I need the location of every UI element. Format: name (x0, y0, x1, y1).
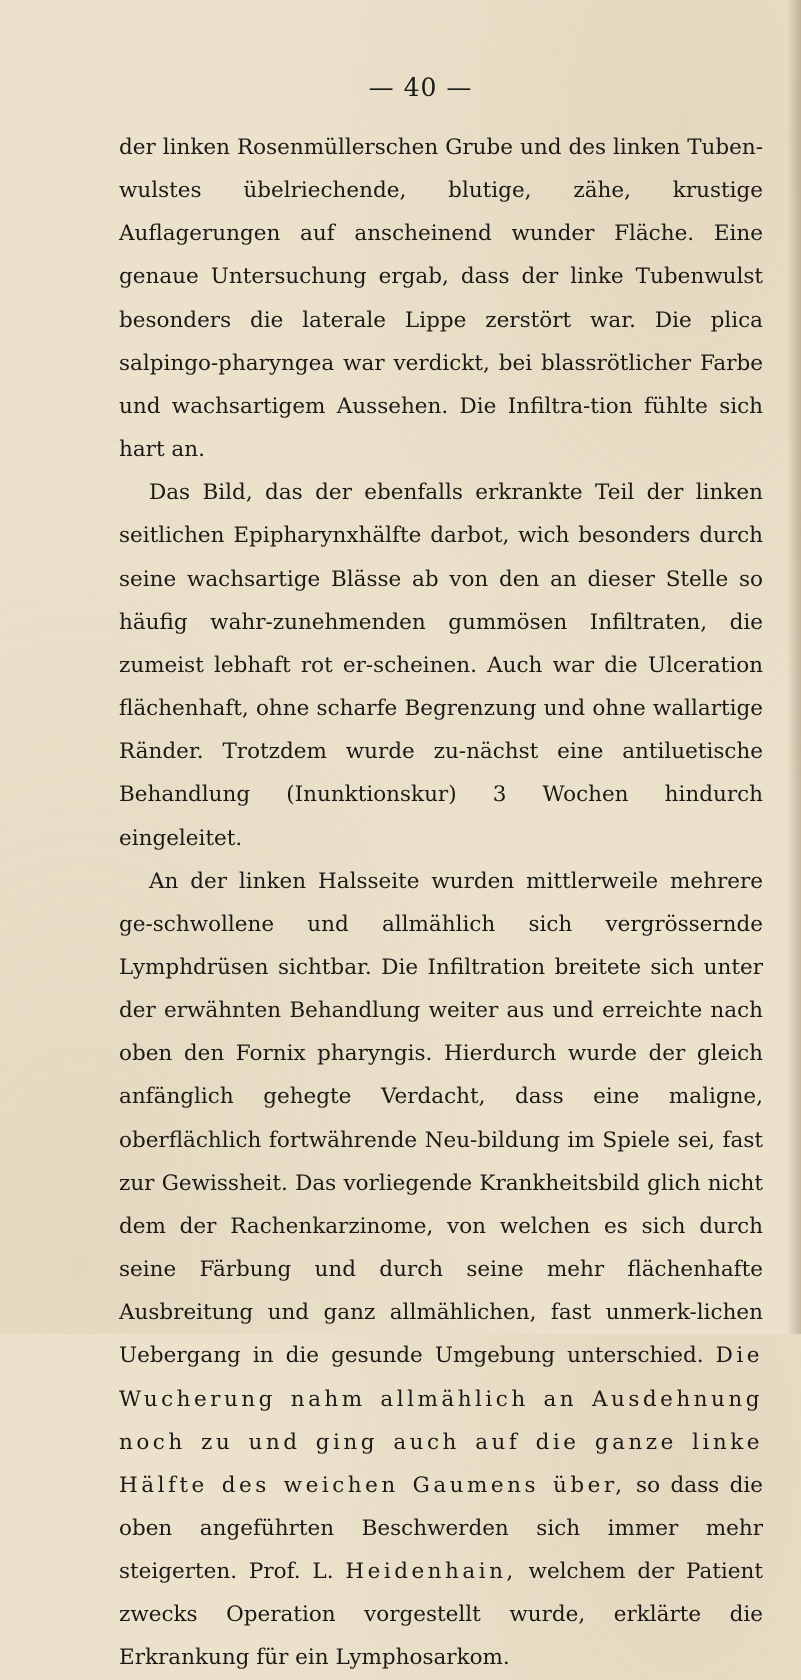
page-number: — 40 — (368, 73, 473, 102)
paragraph-2: Das Bild, das der ebenfalls erkrankte Teil der linken seitlichen Epipharynxhälfte darbot, wich besonders durch seine wachsartige Blässe ab von den an dieser Stelle so häufig wahr-zunehmenden gummösen Infiltraten, die zumeist lebhaft rot er-scheinen. Auch war die Ulceration flächenhaft, ohne scharfe Begrenzung und ohne wallartige Ränder. Trotzdem wurde zu-nächst eine antiluetische Behandlung (Inunktionskur) 3 Wochen hindurch eingeleitet. (119, 480, 763, 851)
paragraph-3-text-start: An der linken Halsseite wurden mittlerweile mehrere ge-schwollene und allmählich sich vergrössernde Lymphdrüsen sichtbar. Die Infiltration breitete sich unter der erwähnten Behandlung weiter aus und erreichte nach oben den Fornix pharyngis. Hierdurch wurde der gleich anfänglich gehegte Verdacht, dass eine maligne, oberflächlich fortwährende Neu-bildung im Spiele sei, fast zur Gewissheit. Das vorliegende Krankheitsbild glich nicht dem der Rachenkarzinome, von welchen es sich durch seine Färbung und durch seine mehr flächenhafte Ausbreitung und ganz allmählichen, fast unmerk-lichen Uebergang in die gesunde Umgebung unterschied. (119, 868, 763, 1369)
paragraph-3-spaced-text: Die Wucherung nahm allmählich an Ausdehnung noch zu und ging auch auf die ganze linke Hälfte des weichen Gaumens über, (119, 1343, 763, 1498)
paragraph-3 (119, 860, 763, 1680)
paragraph-3-spaced-name: Heidenhain, (345, 1559, 517, 1585)
page-edge-shadow (787, 0, 801, 1334)
paragraph-3-text-middle: so dass die oben angeführten Beschwerden sich immer mehr steigerten. Prof. L. (119, 1472, 763, 1585)
paragraph-1: der linken Rosenmüllerschen Grube und des linken Tuben-wulstes übelriechende, blutige, zähe, krustige Auflagerungen auf anscheinend wunder Fläche. Eine genaue Untersuchung ergab, dass der linke Tubenwulst besonders die laterale Lippe zerstört war. Die plica salpingo-pharyngea war verdickt, bei blassrötlicher Farbe und wachsartigem Aussehen. Die Infiltra-tion fühlte sich hart an. (119, 135, 763, 463)
paragraph-3-text-end: welchem der Patient zwecks Operation vorgestellt wurde, erklärte die Erkrankung für ein Lymphosarkom. (119, 1559, 763, 1671)
body-text (119, 126, 763, 1680)
